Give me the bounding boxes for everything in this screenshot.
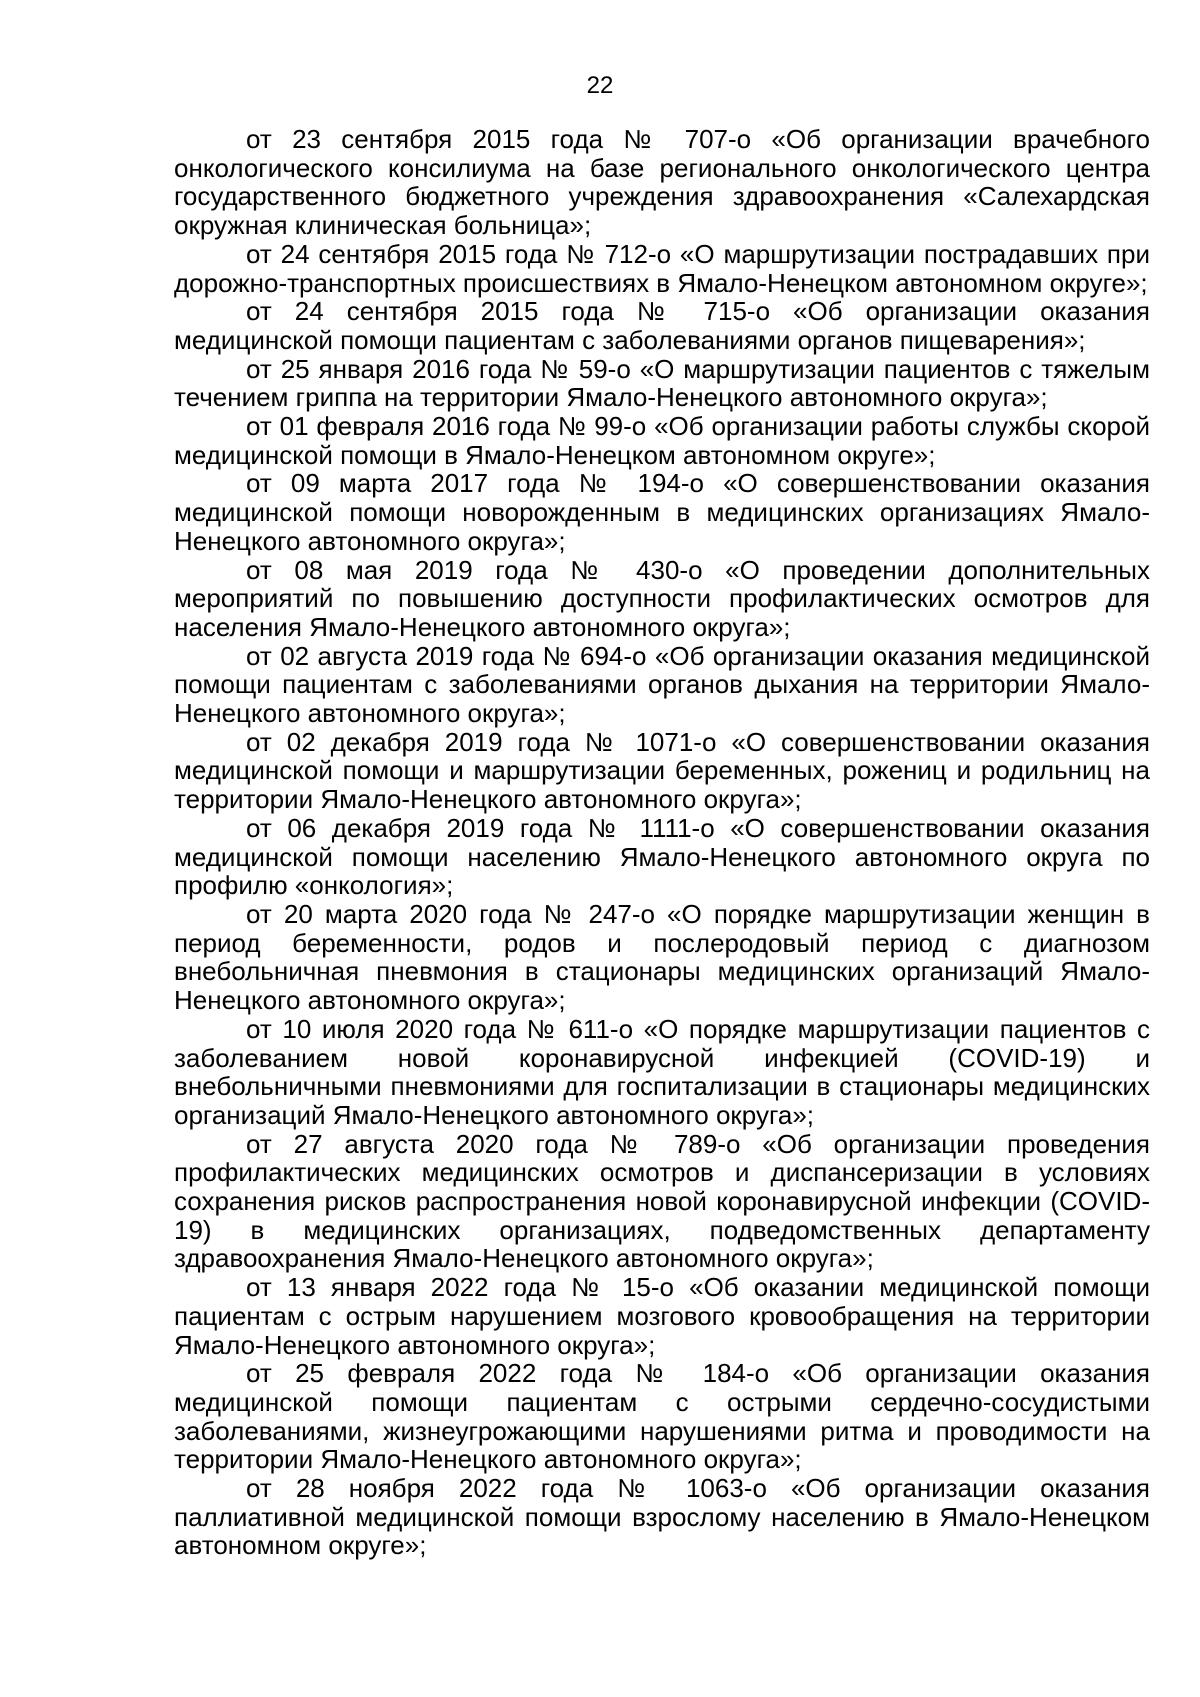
- list-item: от 24 сентября 2015 года № 715-о «Об организации оказания медицинской помощи пациентам с заболеваниями органов пищеварения»;: [174, 296, 1150, 355]
- list-item: от 01 февраля 2016 года № 99-о «Об организации работы службы скорой медицинской помощи в Ямало-Ненецком автономном округе»;: [174, 411, 1150, 470]
- page-number: 22: [586, 72, 614, 99]
- list-item: от 09 марта 2017 года № 194-о «О совершенствовании оказания медицинской помощи новорожденным в медицинских организациях Ямало-Ненецкого автономного округа»;: [174, 468, 1150, 556]
- list-item: от 25 февраля 2022 года № 184-о «Об организации оказания медицинской помощи пациентам с острыми сердечно-сосудистыми заболеваниями, жизнеугрожающими нарушениями ритма и проводимости на территории Ямало-Ненецкого автономного округа»;: [174, 1358, 1150, 1475]
- list-item: от 24 сентября 2015 года № 712-о «О маршрутизации пострадавших при дорожно-транспортных происшествиях в Ямало-Ненецком автономном округе»;: [174, 238, 1150, 298]
- list-item: от 20 марта 2020 года № 247-о «О порядке маршрутизации женщин в период беременности, родов и послеродовый период с диагнозом внебольничная пневмония в стационары медицинских организаций Ямало-Ненецкого автономного округа»;: [174, 898, 1150, 1016]
- list-item: от 10 июля 2020 года № 611-о «О порядке маршрутизации пациентов с заболеванием новой коронавирусной инфекцией (COVID-19) и внебольничными пневмониями для госпитализации в стационары медицинских организаций Ямало-Ненецкого автономного округа»;: [174, 1013, 1150, 1130]
- list-item: от 25 января 2016 года № 59-о «О маршрутизации пациентов с тяжелым течением гриппа на территории Ямало-Ненецкого автономного округа»;: [174, 353, 1150, 413]
- list-item: от 08 мая 2019 года № 430-о «О проведении дополнительных мероприятий по повышению доступности профилактических осмотров для населения Ямало-Ненецкого автономного округа»;: [174, 554, 1150, 642]
- list-item: от 27 августа 2020 года № 789-о «Об организации проведения профилактических медицинских осмотров и диспансеризации в условиях сохранения рисков распространения новой коронавирусной инфекции (COVID-19) в медицинских организациях, подведомственных департаменту здравоохранения Ямало-Ненецкого автономного округа»;: [174, 1128, 1150, 1274]
- list-item: от 23 сентября 2015 года № 707-о «Об организации врачебного онкологического консилиума на базе регионального онкологического центра государственного бюджетного учреждения здравоохранения «Салехардская окружная клиническая больница»;: [174, 124, 1150, 241]
- list-item: от 02 декабря 2019 года № 1071-о «О совершенствовании оказания медицинской помощи и маршрутизации беременных, рожениц и родильниц на территории Ямало-Ненецкого автономного округа»;: [174, 726, 1150, 815]
- list-item: от 13 января 2022 года № 15-о «Об оказании медицинской помощи пациентам с острым нарушением мозгового кровообращения на территории Ямало-Ненецкого автономного округа»;: [174, 1272, 1150, 1360]
- list-item: от 02 августа 2019 года № 694-о «Об организации оказания медицинской помощи пациентам с заболеваниями органов дыхания на территории Ямало-Ненецкого автономного округа»;: [174, 640, 1150, 729]
- list-item: от 06 декабря 2019 года № 1111-о «О совершенствовании оказания медицинской помощи населению Ямало-Ненецкого автономного округа по профилю «онкология»;: [174, 812, 1150, 901]
- list-item: от 28 ноября 2022 года № 1063-о «Об организации оказания паллиативной медицинской помощи взрослому населению в Ямало-Ненецком автономном округе»;: [174, 1473, 1150, 1561]
- document-body: [174, 125, 1150, 1560]
